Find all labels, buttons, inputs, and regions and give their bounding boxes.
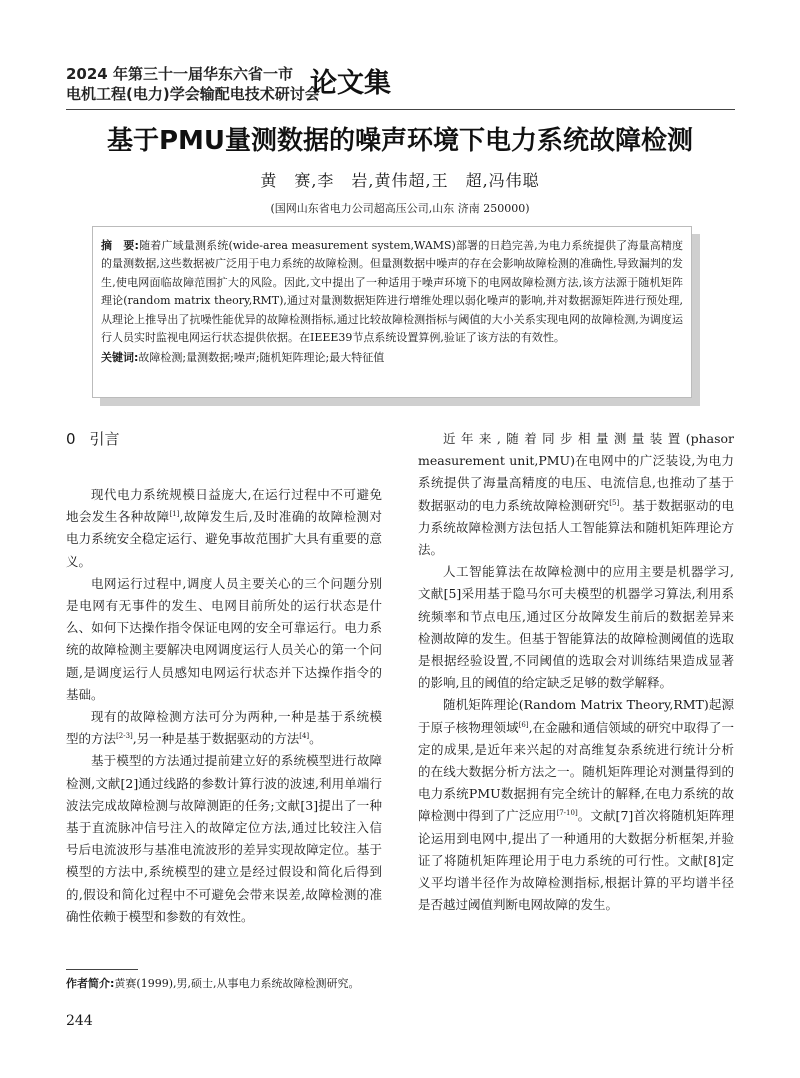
keywords xyxy=(101,349,683,367)
citation: [1] xyxy=(169,510,180,519)
left-column xyxy=(66,428,382,928)
citation: [7-10] xyxy=(556,809,578,818)
running-header xyxy=(66,64,736,108)
citation: [6] xyxy=(518,720,529,729)
paragraph: 现有的故障检测方法可分为两种,一种是基于系统模型的方法[2-3],另一种是基于数据驱动的方法[4]。 xyxy=(66,709,382,747)
abstract-label: 摘 要: xyxy=(101,239,139,252)
section-heading xyxy=(66,428,382,450)
paragraph: 现代电力系统规模日益庞大,在运行过程中不可避免地会发生各种故障[1],故障发生后,及时准确的故障检测对电力系统安全稳定运行、避免事故范围扩大具有重要的意义。 xyxy=(66,487,382,569)
abstract xyxy=(101,237,683,347)
author-list: 黄 赛,李 岩,黄伟超,王 超,冯伟聪 xyxy=(260,171,540,190)
section-title: 引言 xyxy=(89,430,120,448)
paragraph: 近年来,随着同步相量测量装置(phasor measurement unit,PMU)在电网中的广泛装设,为电力系统提供了海量高精度的电压、电流信息,也推动了基于数据驱动的电力系统故障检测研究[5]。基于数据驱动的电力系统故障检测方法包括人工智能算法和随机矩阵理论方法。 xyxy=(418,431,734,558)
proceedings-label: 论文集 xyxy=(310,68,391,99)
header-rule xyxy=(66,109,735,110)
abstract-box xyxy=(92,226,692,398)
paper-title: 基于PMU量测数据的噪声环境下电力系统故障检测 xyxy=(106,126,694,156)
right-column xyxy=(418,428,734,916)
section-number: 0 xyxy=(66,430,76,448)
paragraph: 电网运行过程中,调度人员主要关心的三个问题分别是电网有无事件的发生、电网目前所处的运行状态是什么、如何下达操作指令保证电网的安全可靠运行。电力系统的故障检测主要解决电网调度运行人员关心的第一个问题,是调度运行人员感知电网运行状态并下达操作指令的基础。 xyxy=(66,575,382,702)
conference-name xyxy=(66,64,320,104)
abstract-text: 随着广域量测系统(wide-area measurement system,WAMS)部署的日趋完善,为电力系统提供了海量高精度的量测数据,这些数据被广泛用于电力系统的故障检测。但量测数据中噪声的存在会影响故障检测的准确性,导致漏判的发生,使电网面临故障范围扩大的风险。因此,文中提出了一种适用于噪声环境下的电网故障检测方法,该方法源于随机矩阵理论(random matrix theory,RMT),通过对量测数据矩阵进行增维处理以弱化噪声的影响,并对数据源矩阵进行预处理,从理论上推导出了抗噪性能优异的故障检测指标,通过比较故障检测指标与阈值的大小关系实现电网的故障检测,为调度运行人员实时监视电网运行状态提供依据。在IEEE39节点系统设置算例,验证了该方法的有效性。 xyxy=(101,239,683,345)
paragraph: 随机矩阵理论(Random Matrix Theory,RMT)起源于原子核物理领域[6],在金融和通信领域的研究中取得了一定的成果,是近年来兴起的对高维复杂系统进行统计分析的在线大数据分析方法之一。随机矩阵理论对测量得到的电力系统PMU数据拥有完全统计的解释,在电力系统的故障检测中得到了广泛应用[7-10]。文献[7]首次将随机矩阵理论运用到电网中,提出了一种通用的大数据分析框架,并验证了将随机矩阵理论用于电力系统的可行性。文献[8]定义平均谱半径作为故障检测指标,根据计算的平均谱半径是否越过阈值判断电网故障的发生。 xyxy=(418,697,734,913)
footnote-text: 黄赛(1999),男,硕士,从事电力系统故障检测研究。 xyxy=(114,977,360,990)
conference-line-2: 电机工程(电力)学会输配电技术研讨会 xyxy=(66,85,320,103)
keywords-text: 故障检测;量测数据;噪声;随机矩阵理论;最大特征值 xyxy=(138,351,385,365)
page-number: 244 xyxy=(66,1013,93,1029)
footnote-label: 作者简介: xyxy=(66,977,115,990)
citation: [2-3] xyxy=(116,732,133,741)
keywords-label: 关键词: xyxy=(101,351,139,365)
affiliation: (国网山东省电力公司超高压公司,山东 济南 250000) xyxy=(270,202,530,215)
author-footnote xyxy=(66,976,666,992)
paragraph: 人工智能算法在故障检测中的应用主要是机器学习,文献[5]采用基于隐马尔可夫模型的机器学习算法,利用系统频率和节点电压,通过区分故障发生前后的数据差异来检测故障的发生。但基于智能算法的故障检测阈值的选取是根据经验设置,不同阈值的选取会对训练结果造成显著的影响,且的阈值的给定缺乏足够的数学解释。 xyxy=(418,564,734,691)
citation: [4] xyxy=(299,732,310,741)
citation: [5] xyxy=(609,498,620,507)
footnote-rule xyxy=(66,969,138,970)
conference-line-1: 2024 年第三十一届华东六省一市 xyxy=(66,65,293,83)
paragraph: 基于模型的方法通过提前建立好的系统模型进行故障检测,文献[2]通过线路的参数计算行波的波速,利用单端行波法完成故障检测与故障测距的任务;文献[3]提出了一种基于直流脉冲信号注入的故障定位方法,通过比较注入信号后电流波形与基准电流波形的差异实现故障定位。基于模型的方法中,系统模型的建立是经过假设和简化后得到的,假设和简化过程中不可避免会带来误差,故障检测的准确性依赖于模型和参数的有效性。 xyxy=(66,753,382,924)
